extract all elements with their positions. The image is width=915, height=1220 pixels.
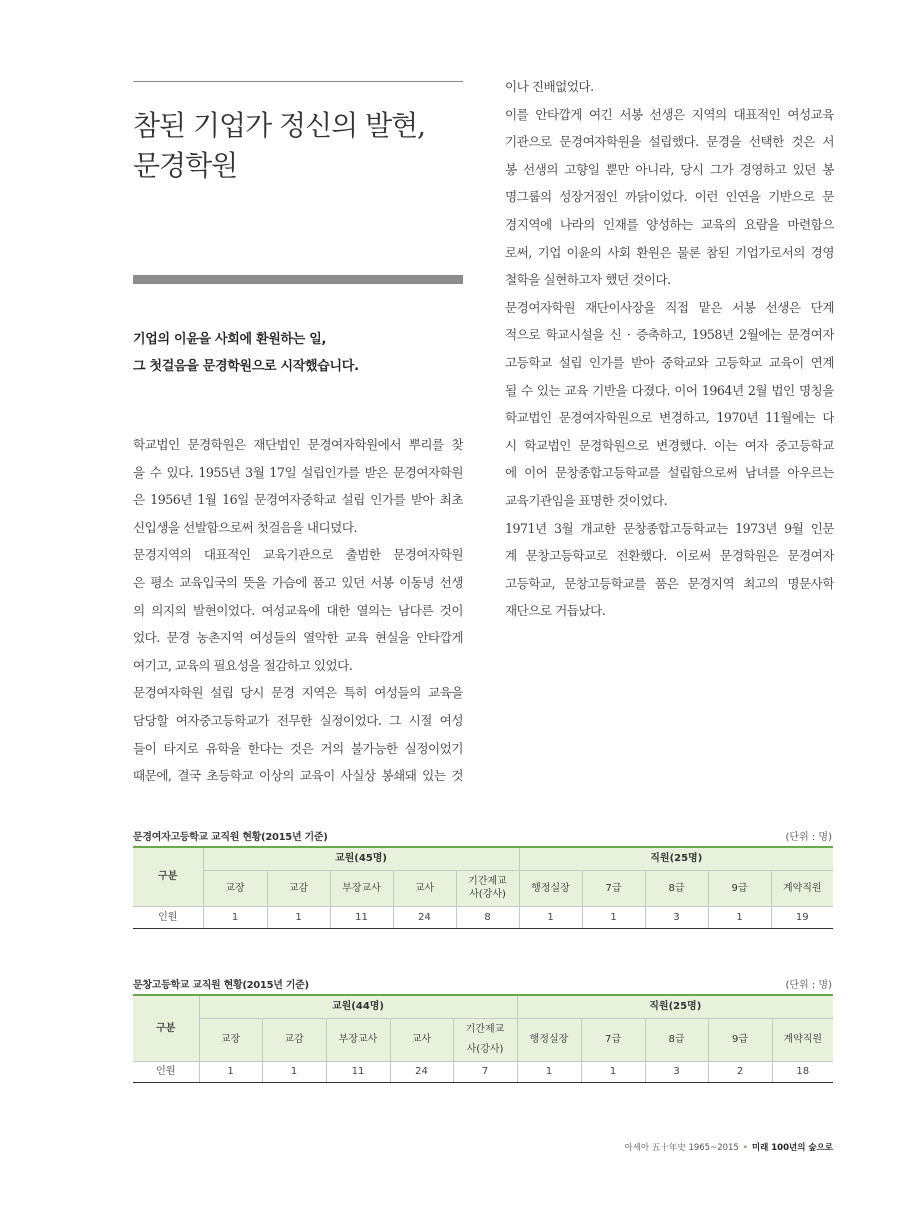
subtitle-line: 기업의 이윤을 사회에 환원하는 일, [133, 332, 327, 347]
column-header: 계약직원 [771, 870, 833, 906]
table-cell: 1 [203, 906, 267, 928]
paragraph [505, 294, 834, 515]
text-line: 될 수 있는 교육 기반을 다졌다. 이어 1964년 2월 법인 명칭을 [505, 382, 834, 398]
table-cell: 18 [772, 1061, 833, 1082]
text-line: 문경지역의 대표적인 교육기관으로 출범한 문경여자학원 [133, 547, 463, 563]
page-title [133, 106, 473, 186]
table-cell: 2 [708, 1061, 772, 1082]
footer-section-title: 미래 100년의 숲으로 [751, 1143, 833, 1153]
text-line: 명그룹의 성장거점인 까닭이었다. 이런 인연을 기반으로 문 [505, 189, 834, 205]
footer-book-title: 아세아 五十年史 1965~2015 [624, 1143, 739, 1153]
paragraph [505, 73, 834, 101]
table-cell: 11 [326, 1061, 390, 1082]
column-header: 교사 [393, 870, 456, 906]
group-header-teachers: 교원(45명) [203, 847, 519, 870]
staff-table-moongyeong-girls [133, 846, 833, 929]
column-header: 부장교사 [330, 870, 393, 906]
column-header: 7급 [581, 1018, 645, 1061]
text-line: 이나 진배없었다. [505, 79, 594, 94]
body-column-right [505, 73, 834, 625]
subtitle [133, 326, 473, 380]
row-label: 인원 [133, 1061, 199, 1082]
column-header: 행정실장 [517, 1018, 581, 1061]
table-cell: 1 [267, 906, 330, 928]
text-line: 문경여자학원 설립 당시 문경 지역은 특히 여성들의 교육을 [133, 685, 463, 701]
text-line: 기관으로 문경여자학원을 설립했다. 문경을 선택한 것은 서 [505, 134, 834, 150]
column-header: 교장 [199, 1018, 262, 1061]
column-header: 기간제교사(강사) [456, 870, 519, 906]
text-line: 신입생을 선발함으로써 첫걸음을 내디뎠다. [133, 519, 357, 535]
text-line: 담당할 여자중고등학교가 전무한 실정이었다. 그 시절 여성 [133, 712, 463, 728]
text-line: 고등학교 설립 인가를 받아 중학교와 고등학교 교육이 연계 [505, 354, 834, 370]
text-line: 경지역에 나라의 인재를 양성하는 교육의 요람을 마련함으 [505, 216, 834, 232]
text-line: 때문에, 결국 초등학교 이상의 교육이 사실상 봉쇄돼 있는 것 [133, 768, 463, 784]
text-line: 학교법인 문경학원은 재단법인 문경여자학원에서 뿌리를 찾 [133, 437, 463, 452]
column-header: 8급 [645, 870, 708, 906]
paragraph [133, 541, 463, 679]
table-cell: 3 [645, 906, 708, 928]
text-line: 적으로 학교시설을 신 · 증축하고, 1958년 2월에는 문경여자 [505, 327, 834, 343]
group-header-teachers: 교원(44명) [199, 995, 517, 1018]
paragraph [505, 515, 834, 625]
table-cell: 1 [199, 1061, 262, 1082]
column-header: 교사 [390, 1018, 453, 1061]
staff-table-moonchang [133, 994, 833, 1083]
column-header: 7급 [582, 870, 645, 906]
column-header: 교장 [203, 870, 267, 906]
column-header: 행정실장 [519, 870, 582, 906]
table-cell: 1 [262, 1061, 326, 1082]
table-cell: 19 [771, 906, 833, 928]
body-column-left [133, 431, 463, 790]
text-line: 봉 선생의 고향일 뿐만 아니라, 당시 그가 경영하고 있던 봉 [505, 161, 834, 177]
subtitle-line: 그 첫걸음을 문경학원으로 시작했습니다. [133, 359, 359, 374]
text-line: 었다. 문경 농촌지역 여성들의 열악한 교육 현실을 안타깝게 [133, 630, 463, 646]
group-header-staff: 직원(25명) [519, 847, 833, 870]
text-line: 여기고, 교육의 필요성을 절감하고 있었다. [133, 657, 353, 673]
footer-dot: • [742, 1143, 748, 1153]
table-cell: 8 [456, 906, 519, 928]
text-line: 로써, 기업 이윤의 사회 환원은 물론 참된 기업가로서의 경영 [505, 244, 834, 260]
table-unit: (단위 : 명) [785, 980, 832, 991]
table-cell: 1 [517, 1061, 581, 1082]
text-line: 들이 타지로 유학을 한다는 것은 거의 불가능한 실정이었기 [133, 740, 463, 756]
row-label: 인원 [133, 906, 203, 928]
paragraph [133, 679, 463, 789]
table-cell: 11 [330, 906, 393, 928]
column-header: 부장교사 [326, 1018, 390, 1061]
text-line: 이를 안타깝게 여긴 서봉 선생은 지역의 대표적인 여성교육 [505, 106, 834, 122]
column-header: 교감 [262, 1018, 326, 1061]
table-cell: 1 [519, 906, 582, 928]
text-line: 은 1956년 1월 16일 문경여자중학교 설립 인가를 받아 최초 [133, 492, 463, 508]
title-line: 참된 기업가 정신의 발현, [133, 109, 426, 142]
row-header: 구분 [133, 995, 199, 1061]
table-unit: (단위 : 명) [785, 832, 832, 843]
table-cell: 1 [582, 906, 645, 928]
text-line: 고등학교, 문창고등학교를 품은 문경지역 최고의 명문사학 [505, 575, 834, 591]
column-header: 계약직원 [772, 1018, 833, 1061]
group-header-staff: 직원(25명) [517, 995, 833, 1018]
text-line: 교육기관임을 표명한 것이었다. [505, 492, 668, 508]
text-line: 1971년 3월 개교한 문창종합고등학교는 1973년 9월 인문 [505, 520, 834, 536]
column-header: 8급 [645, 1018, 708, 1061]
paragraph [133, 431, 463, 541]
column-header: 9급 [708, 1018, 772, 1061]
table-cell: 3 [645, 1061, 708, 1082]
text-line: 의 의지의 발현이었다. 여성교육에 대한 열의는 남다른 것이 [133, 602, 463, 618]
page-footer [624, 1141, 833, 1153]
text-line: 시 학교법인 문경학원으로 변경했다. 이는 여자 중고등학교 [505, 437, 834, 453]
text-line: 에 이어 문창종합고등학교를 설립함으로써 남녀를 아우르는 [505, 465, 834, 481]
column-header: 9급 [708, 870, 771, 906]
text-line: 계 문창고등학교로 전환했다. 이로써 문경학원은 문경여자 [505, 548, 834, 564]
section-bar [133, 275, 463, 284]
text-line: 재단으로 거듭났다. [505, 603, 606, 619]
paragraph [505, 101, 834, 294]
table-cell: 7 [453, 1061, 517, 1082]
text-line: 문경여자학원 재단이사장을 직접 맡은 서봉 선생은 단계 [505, 299, 834, 315]
table-caption: 문경여자고등학교 교직원 현황(2015년 기준) [133, 832, 328, 843]
table-cell: 24 [390, 1061, 453, 1082]
table-cell: 1 [708, 906, 771, 928]
column-header: 기간제교사(강사) [453, 1018, 517, 1061]
column-header: 교감 [267, 870, 330, 906]
title-line: 문경학원 [133, 149, 238, 182]
text-line: 학교법인 문경여자학원으로 변경하고, 1970년 11월에는 다 [505, 410, 834, 426]
top-rule [133, 81, 463, 82]
text-line: 을 수 있다. 1955년 3월 17일 설립인가를 받은 문경여자학원 [133, 464, 463, 480]
table-cell: 24 [393, 906, 456, 928]
row-header: 구분 [133, 847, 203, 906]
text-line: 철학을 실현하고자 했던 것이다. [505, 272, 671, 288]
table-caption: 문창고등학교 교직원 현황(2015년 기준) [133, 980, 309, 991]
text-line: 은 평소 교육입국의 뜻을 가슴에 품고 있던 서봉 이동녕 선생 [133, 574, 463, 590]
table-cell: 1 [581, 1061, 645, 1082]
